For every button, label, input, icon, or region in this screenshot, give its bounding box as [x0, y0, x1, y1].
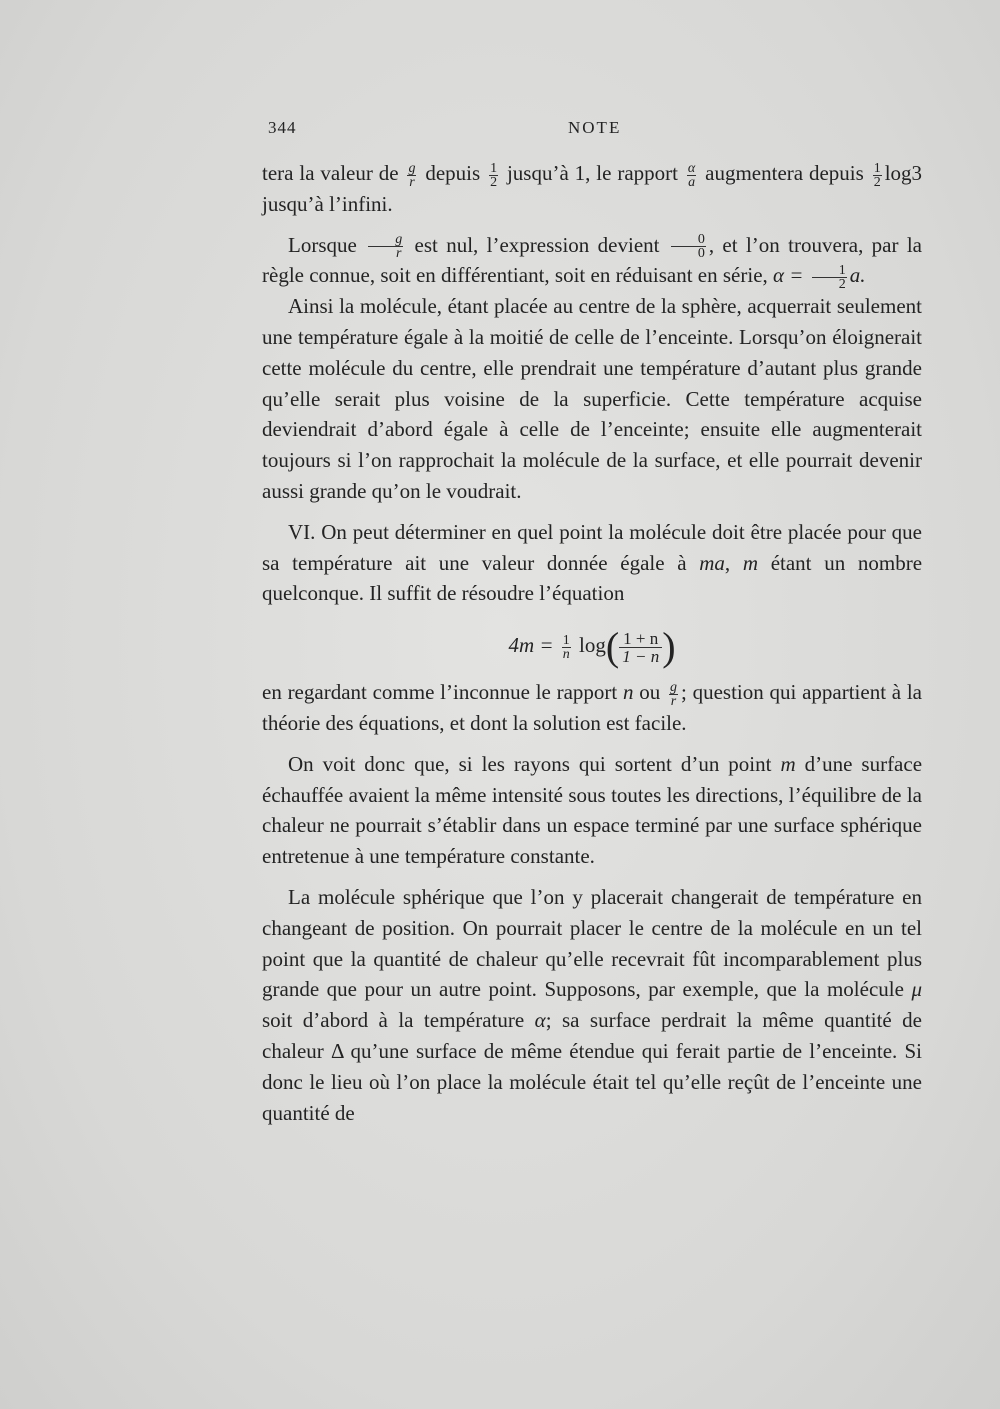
text: soit d’abord à la température — [262, 1008, 525, 1033]
text: log3 jusqu’à l’infini. — [262, 161, 923, 216]
denominator: 2 — [490, 174, 498, 190]
math-alpha-equals: α = — [773, 263, 804, 288]
fraction-zero-over-zero — [671, 233, 706, 260]
paragraph-5 — [262, 677, 922, 739]
fraction-g-over-r — [368, 233, 403, 260]
equation-lhs: 4m = — [508, 633, 554, 658]
running-title: NOTE — [568, 118, 622, 137]
denominator: 1 − n — [622, 646, 660, 666]
math-a: a. — [849, 263, 866, 288]
log-operator: log — [579, 633, 606, 658]
text: On voit donc que, si les rayons qui sortent d’un point — [288, 751, 772, 776]
numerator: 1 — [490, 160, 498, 176]
page-header — [268, 118, 918, 142]
numerator: 1 — [562, 632, 570, 648]
fraction-one-half — [812, 264, 847, 291]
text: VI. On peut déterminer en quel point la molécule doit être placée pour que sa température ait une valeur donnée égale à — [262, 519, 922, 575]
left-paren: ( — [605, 624, 620, 670]
right-paren: ) — [662, 624, 676, 670]
numerator: 0 — [671, 233, 706, 247]
paragraph-1 — [262, 158, 922, 220]
text: ; question qui appartient à la théorie des équations, et dont la solution est facile. — [262, 680, 922, 735]
text: La molécule sphérique que l’on y placerait changerait de température en changeant de position. On pourrait placer le centre de la molécule en un tel point que la quantité de chaleur qu’elle recevrait fût incomparablement plus grande que pour un autre point. Supposons, par exemple, que la molécule — [262, 884, 922, 1002]
fraction-one-half — [873, 162, 882, 189]
math-ma: ma — [699, 550, 725, 575]
denominator: 0 — [697, 246, 705, 262]
math-alpha: α — [534, 1008, 546, 1033]
text: en regardant comme l’inconnue le rapport — [262, 680, 618, 705]
text: depuis — [425, 161, 481, 185]
text: Lorsque — [288, 232, 357, 257]
fraction-one-over-n — [562, 634, 571, 661]
denominator: n — [562, 646, 570, 662]
paragraph-6 — [262, 749, 922, 872]
numerator: g — [408, 160, 416, 176]
paragraph-4-section-vi — [262, 517, 922, 609]
denominator: 2 — [873, 174, 881, 190]
text: d’une surface échauffée avaient la même intensité sous toutes les directions, l’équilibre de la chaleur ne pourrait s’établir dans un espace terminé par une surface sphérique entretenue à une température constante. — [262, 751, 923, 869]
denominator: r — [395, 246, 402, 262]
text: tera la valeur de — [262, 161, 399, 185]
denominator: a — [688, 174, 696, 190]
fraction-one-half — [489, 162, 498, 189]
denominator: r — [670, 693, 677, 709]
paragraph-2 — [262, 230, 922, 292]
text: augmentera depuis — [705, 161, 864, 185]
numerator: α — [687, 160, 696, 176]
math-m: m — [742, 550, 759, 575]
paragraph-3: Ainsi la molécule, étant placée au centre de la sphère, acquerrait seulement une température égale à la moitié de celle de l’enceinte. Lorsqu’on éloignerait cette molécule du centre, elle prendrait une température d’autant plus grande qu’elle serait plus voisine de la superficie. Cette température acquise deviendrait d’abord égale à celle de l’enceinte; ensuite elle augmenterait toujours si l’on rapprochait la molécule de la surface, et elle pourrait devenir aussi grande qu’on le voudrait. — [262, 294, 922, 503]
page-body — [262, 158, 922, 1128]
numerator: 1 + n — [619, 630, 662, 648]
text: est nul, l’expression devient — [414, 232, 660, 257]
numerator: 1 — [812, 264, 847, 278]
numerator: g — [670, 679, 677, 695]
denominator: r — [409, 174, 415, 190]
paragraph-7 — [262, 882, 922, 1128]
text: ; sa surface perdrait la même quantité de chaleur Δ qu’une surface de même étendue qui ferait partie de l’enceinte. Si donc le lieu où l’on place la molécule était tel qu’elle reçût de l’enceinte une quantité de — [262, 1008, 923, 1125]
math-n: n — [623, 680, 634, 705]
numerator: 1 — [873, 160, 881, 176]
fraction-g-over-r — [669, 681, 678, 708]
log-argument-fraction — [619, 630, 662, 665]
numerator: g — [368, 233, 403, 247]
fraction-g-over-r — [407, 162, 416, 189]
text: jusqu’à 1, le rapport — [506, 161, 678, 185]
math-m: m — [780, 751, 796, 776]
text: , — [724, 550, 731, 575]
math-mu: μ — [911, 977, 923, 1002]
equation-display — [262, 621, 922, 669]
text: , et l’on trouvera, par la règle connue, soit en différentiant, soit en réduisant en série, — [262, 232, 923, 288]
denominator: 2 — [838, 277, 846, 293]
page-number: 344 — [268, 118, 297, 137]
text: ou — [639, 680, 661, 705]
text: étant un nombre quelconque. Il suffit de résoudre l’équation — [262, 550, 923, 606]
fraction-alpha-over-a — [687, 162, 696, 189]
